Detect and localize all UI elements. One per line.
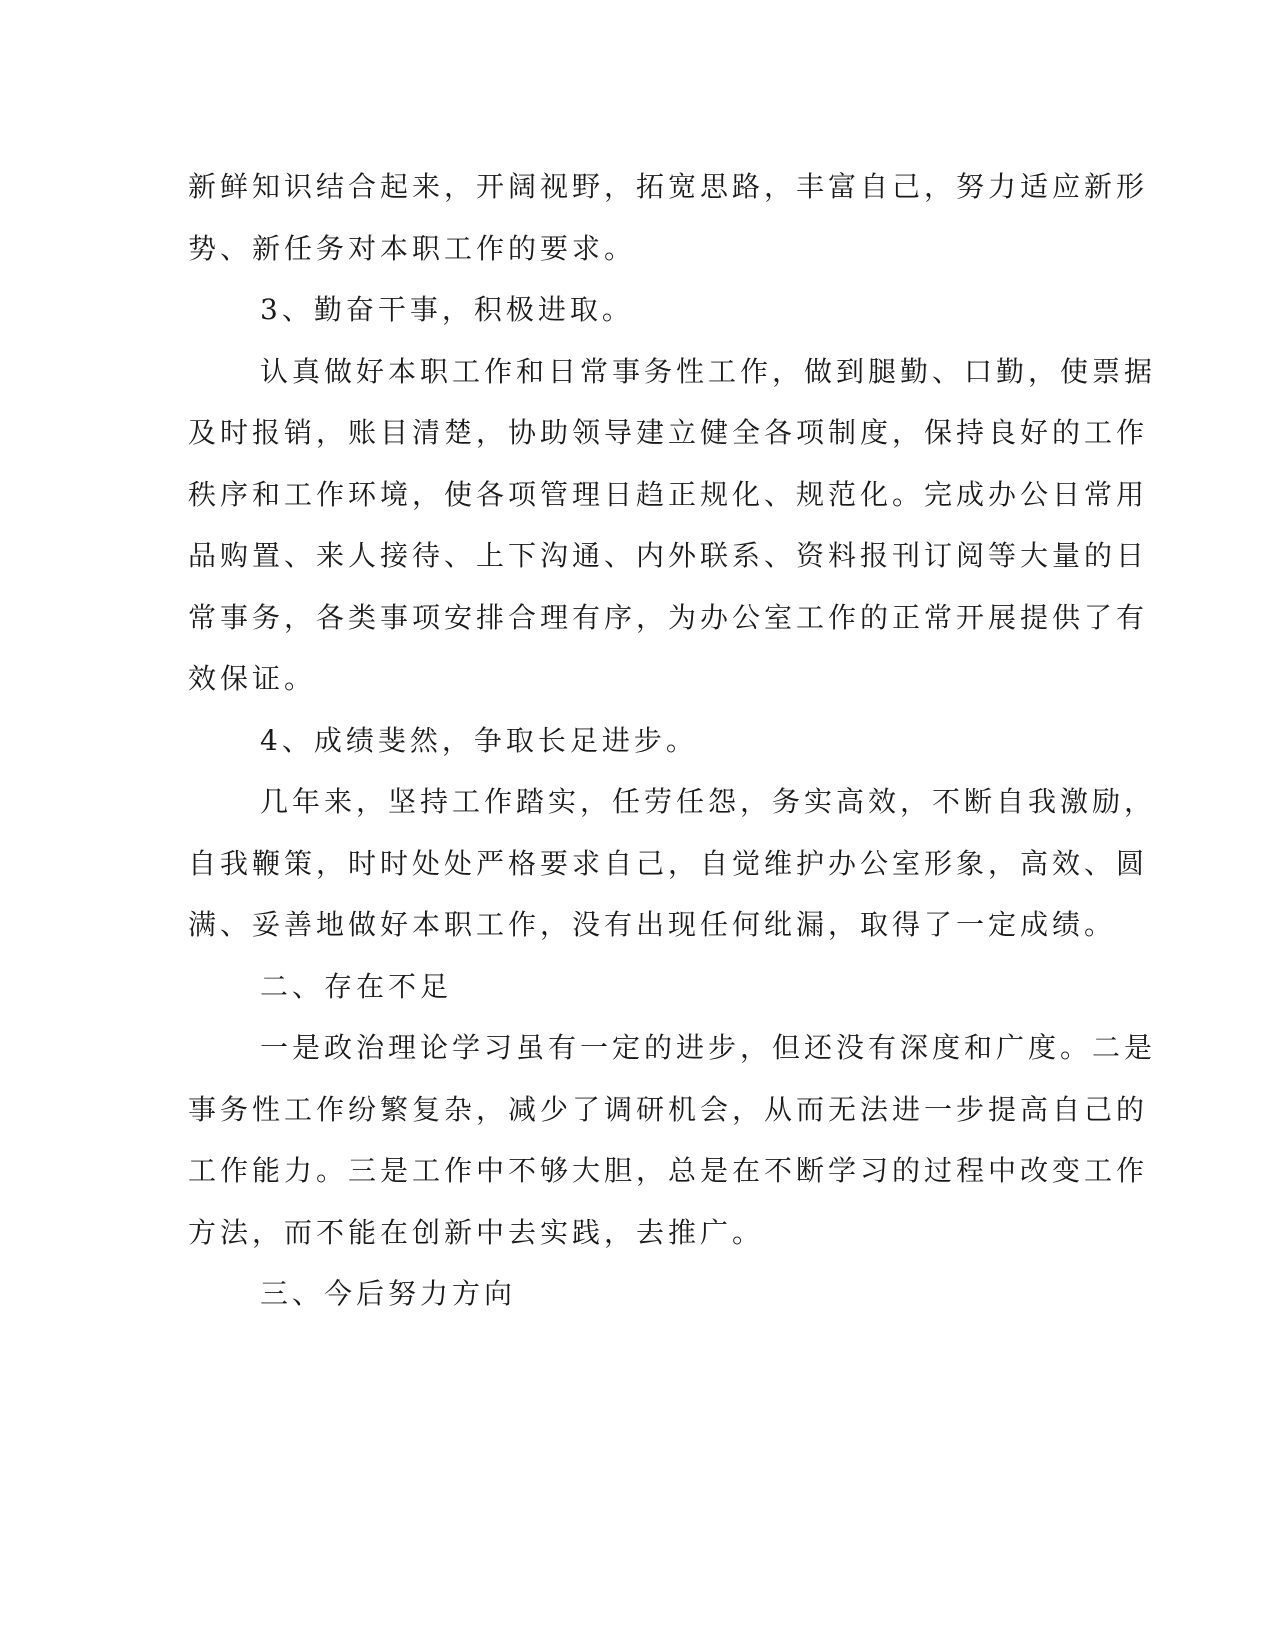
text-line: 方法，而不能在创新中去实践，去推广。 bbox=[188, 1215, 765, 1249]
text-line: 效保证。 bbox=[188, 662, 317, 695]
section-heading: 4、成绩斐然，争取长足进步。 bbox=[260, 723, 698, 757]
section-heading: 三、今后努力方向 bbox=[260, 1277, 517, 1310]
text-line: 自我鞭策，时时处处严格要求自己，自觉维护办公室形象，高效、圆 bbox=[188, 846, 1149, 880]
paragraph-start: 认真做好本职工作和日常事务性工作，做到腿勤、口勤，使票据 bbox=[260, 354, 1157, 388]
text-line: 常事务，各类事项安排合理有序，为办公室工作的正常开展提供了有 bbox=[188, 600, 1149, 634]
section-heading: 3、勤奋干事，积极进取。 bbox=[260, 293, 634, 326]
text-line: 秩序和工作环境，使各项管理日趋正规化、规范化。完成办公日常用 bbox=[188, 477, 1149, 511]
document-body bbox=[188, 156, 1157, 1325]
text-line: 事务性工作纷繁复杂，减少了调研机会，从而无法进一步提高自己的 bbox=[188, 1092, 1149, 1126]
text-line: 及时报销，账目清楚，协助领导建立健全各项制度，保持良好的工作 bbox=[188, 416, 1149, 449]
paragraph-start: 几年来，坚持工作踏实，任劳任怨，务实高效，不断自我激励， bbox=[260, 785, 1157, 818]
text-line: 满、妥善地做好本职工作，没有出现任何纰漏，取得了一定成绩。 bbox=[188, 908, 1117, 941]
text-line: 工作能力。三是工作中不够大胆，总是在不断学习的过程中改变工作 bbox=[188, 1154, 1149, 1187]
text-line: 品购置、来人接待、上下沟通、内外联系、资料报刊订阅等大量的日 bbox=[188, 539, 1149, 572]
text-line: 新鲜知识结合起来，开阔视野，拓宽思路，丰富自己，努力适应新形 bbox=[188, 170, 1149, 203]
text-line: 势、新任务对本职工作的要求。 bbox=[188, 231, 637, 265]
paragraph-start: 一是政治理论学习虽有一定的进步，但还没有深度和广度。二是 bbox=[260, 1031, 1157, 1064]
section-heading: 二、存在不足 bbox=[260, 969, 453, 1003]
